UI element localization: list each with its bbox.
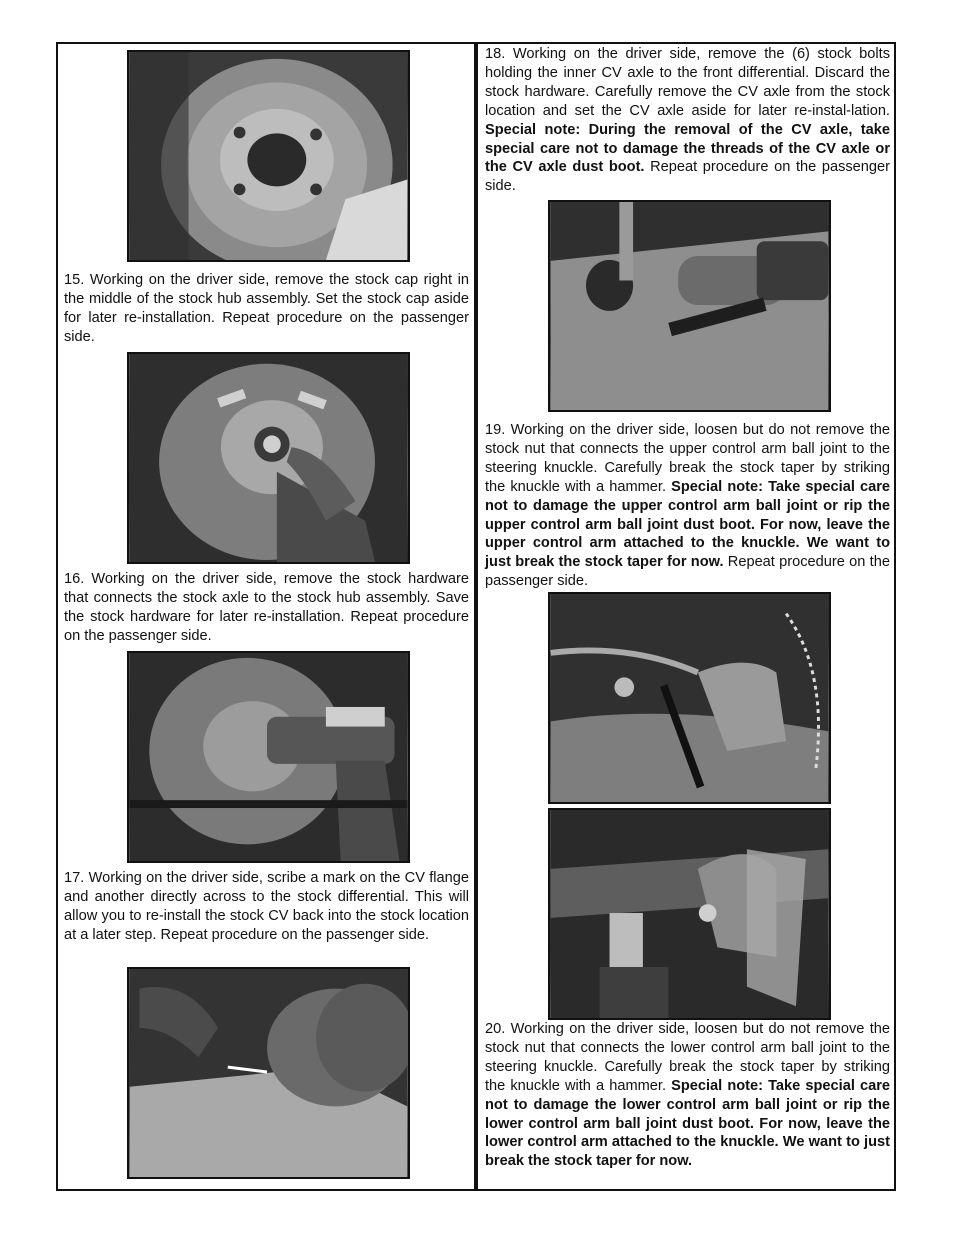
column-divider (474, 42, 478, 1191)
cv-axle-bolt-photo (548, 200, 831, 412)
step-18: 18. Working on the driver side, remove the (6) stock bolts holding the inner CV axle to the front differential. Discard the stock hardware. Carefully remove the CV axle from the stock location and set the CV axle aside for later re-instal-lation. Special note: During the removal of the CV axle, take special care not to damage the threads of the CV axle or the CV axle dust boot. Repeat procedure on the passenger side. (485, 46, 891, 195)
step-20: 20. Working on the driver side, loosen but do not remove the stock nut that connects the lower control arm ball joint to the steering knuckle. Carefully break the stock taper by striking the knuckle with a hammer. Special note: Take special care not to damage the lower control arm ball joint or rip the lower control arm ball joint dust boot. For now, leave the lower control arm attached to the knuckle. We want to just break the stock taper for now. (485, 1021, 891, 1170)
step-19: 19. Working on the driver side, loosen but do not remove the stock nut that connects the upper control arm ball joint to the steering knuckle. Carefully break the stock taper by striking the knuckle with a hammer. Special note: Take special care not to damage the upper control arm ball joint or rip the upper control arm ball joint dust boot. For now, leave the upper control arm attached to the knuckle. We want to just break the stock taper for now. Repeat procedure on the passenger side. (485, 422, 891, 590)
hub-cap-photo (127, 352, 410, 564)
step-15: 15. Working on the driver side, remove the stock cap right in the middle of the stock hub assembly. Set the stock cap aside for later re-installation. Repeat procedure on the passenger side. (64, 272, 469, 345)
upper-ball-joint-photo (548, 592, 831, 804)
axle-nut-photo (127, 651, 410, 863)
hub-assembly-photo (127, 50, 410, 262)
step-17: 17. Working on the driver side, scribe a mark on the CV flange and another directly across to the stock differential. This will allow you to re-install the stock CV back into the stock location at a later step. Repeat procedure on the passenger side. (64, 870, 469, 943)
lower-ball-joint-photo (548, 808, 831, 1020)
step-16: 16. Working on the driver side, remove the stock hardware that connects the stock axle to the stock hub assembly. Save the stock hardware for later re-installation. Repeat procedure on the passenger side. (64, 571, 469, 644)
cv-flange-photo (127, 967, 410, 1179)
